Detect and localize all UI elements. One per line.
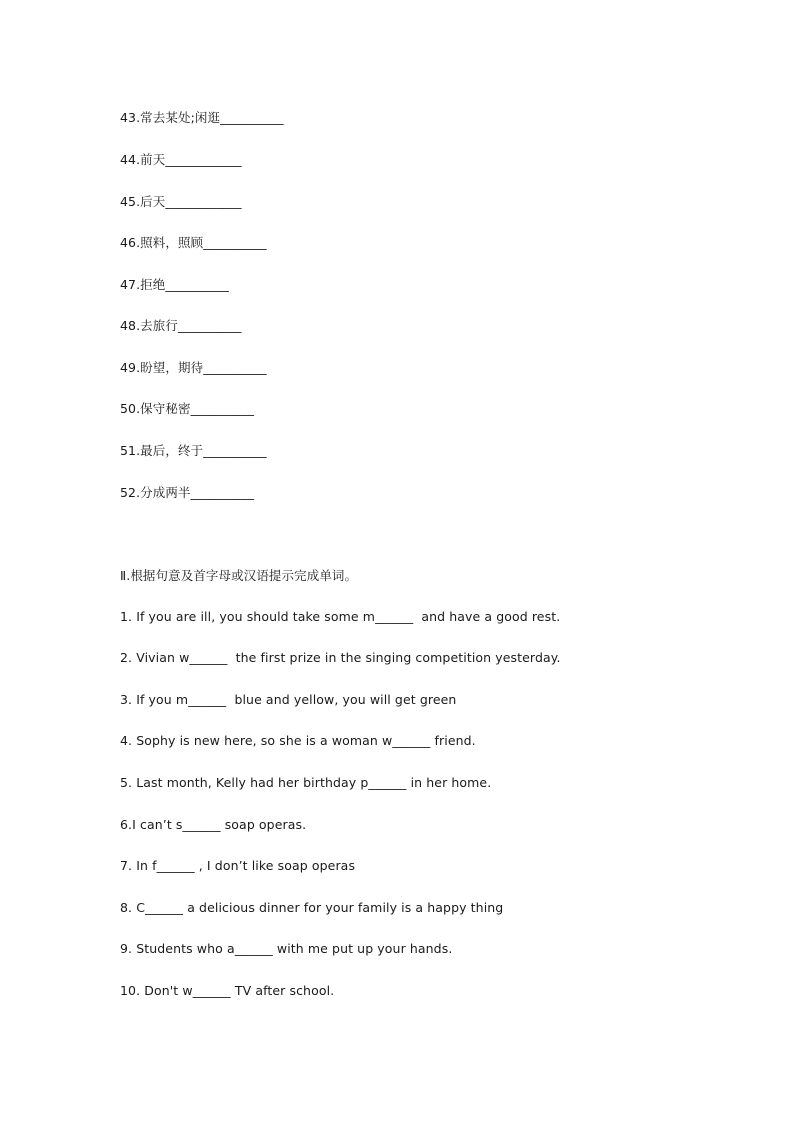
sentence-1 — [120, 609, 560, 625]
answer-blank: ______ — [392, 733, 431, 748]
vocab-item-47 — [120, 277, 229, 293]
vocab-label: 45.后天 — [120, 194, 166, 209]
section-title: Ⅱ.根据句意及首字母或汉语提示完成单词。 — [120, 568, 358, 583]
vocab-label: 43.常去某处;闲逛 — [120, 110, 221, 125]
sentence-4 — [120, 733, 476, 749]
sentence-text: 6.I can’t s — [120, 817, 183, 832]
sentence-text: soap operas. — [220, 817, 307, 832]
answer-blank: __________ — [165, 277, 229, 292]
sentence-text: TV after school. — [230, 983, 335, 998]
answer-blank: ______ — [375, 609, 414, 624]
sentence-text: in her home. — [406, 775, 492, 790]
answer-blank: ______ — [189, 650, 228, 665]
answer-blank: ______ — [145, 900, 184, 915]
sentence-text: 1. If you are ill, you should take some m — [120, 609, 376, 624]
sentence-5 — [120, 775, 491, 791]
vocab-item-44 — [120, 152, 242, 168]
sentence-text: friend. — [430, 733, 476, 748]
sentence-text: and have a good rest. — [413, 609, 561, 624]
sentence-text: the first prize in the singing competition yesterday. — [227, 650, 561, 665]
vocab-item-50 — [120, 401, 254, 417]
sentence-text: 10. Don't w — [120, 983, 193, 998]
vocab-item-45 — [120, 194, 242, 210]
vocab-label: 48.去旅行 — [120, 318, 178, 333]
answer-blank: __________ — [220, 110, 284, 125]
sentence-8 — [120, 900, 503, 916]
vocab-label: 46.照料，照顾 — [120, 235, 204, 250]
sentence-text: a delicious dinner for your family is a happy thing — [183, 900, 504, 915]
sentence-text: 2. Vivian w — [120, 650, 190, 665]
vocab-label: 44.前天 — [120, 152, 166, 167]
sentence-9 — [120, 941, 452, 957]
sentence-text: 4. Sophy is new here, so she is a woman w — [120, 733, 393, 748]
vocab-item-46 — [120, 235, 267, 251]
vocab-label: 49.盼望，期待 — [120, 360, 204, 375]
answer-blank: ______ — [182, 817, 221, 832]
sentence-text: 9. Students who a — [120, 941, 235, 956]
vocab-label: 52.分成两半 — [120, 485, 191, 500]
answer-blank: ______ — [234, 941, 273, 956]
answer-blank: ______ — [192, 983, 231, 998]
vocab-item-43 — [120, 110, 284, 126]
sentence-6 — [120, 817, 306, 833]
sentence-text: 7. In f — [120, 858, 157, 873]
vocab-item-52 — [120, 485, 254, 501]
sentence-text: with me put up your hands. — [272, 941, 453, 956]
answer-blank: __________ — [190, 485, 255, 500]
vocab-label: 47.拒绝 — [120, 277, 166, 292]
answer-blank: ______ — [156, 858, 195, 873]
vocab-label: 51.最后，终于 — [120, 443, 204, 458]
sentence-7 — [120, 858, 355, 874]
answer-blank: ____________ — [165, 152, 242, 167]
answer-blank: __________ — [203, 235, 267, 250]
sentence-text: 8. C — [120, 900, 146, 915]
answer-blank: ____________ — [165, 194, 242, 209]
sentence-text: 5. Last month, Kelly had her birthday p — [120, 775, 369, 790]
answer-blank: __________ — [190, 401, 255, 416]
vocab-item-51 — [120, 443, 267, 459]
answer-blank: ______ — [368, 775, 407, 790]
sentence-text: 3. If you m — [120, 692, 189, 707]
answer-blank: __________ — [203, 443, 267, 458]
answer-blank: __________ — [177, 318, 242, 333]
sentence-3 — [120, 692, 456, 708]
answer-blank: __________ — [203, 360, 267, 375]
vocab-label: 50.保守秘密 — [120, 401, 191, 416]
sentence-2 — [120, 650, 561, 666]
vocab-item-49 — [120, 360, 267, 376]
sentence-10 — [120, 983, 334, 999]
vocab-item-48 — [120, 318, 241, 334]
sentence-text: blue and yellow, you will get green — [226, 692, 457, 707]
answer-blank: ______ — [188, 692, 227, 707]
sentence-text: , I don’t like soap operas — [194, 858, 356, 873]
